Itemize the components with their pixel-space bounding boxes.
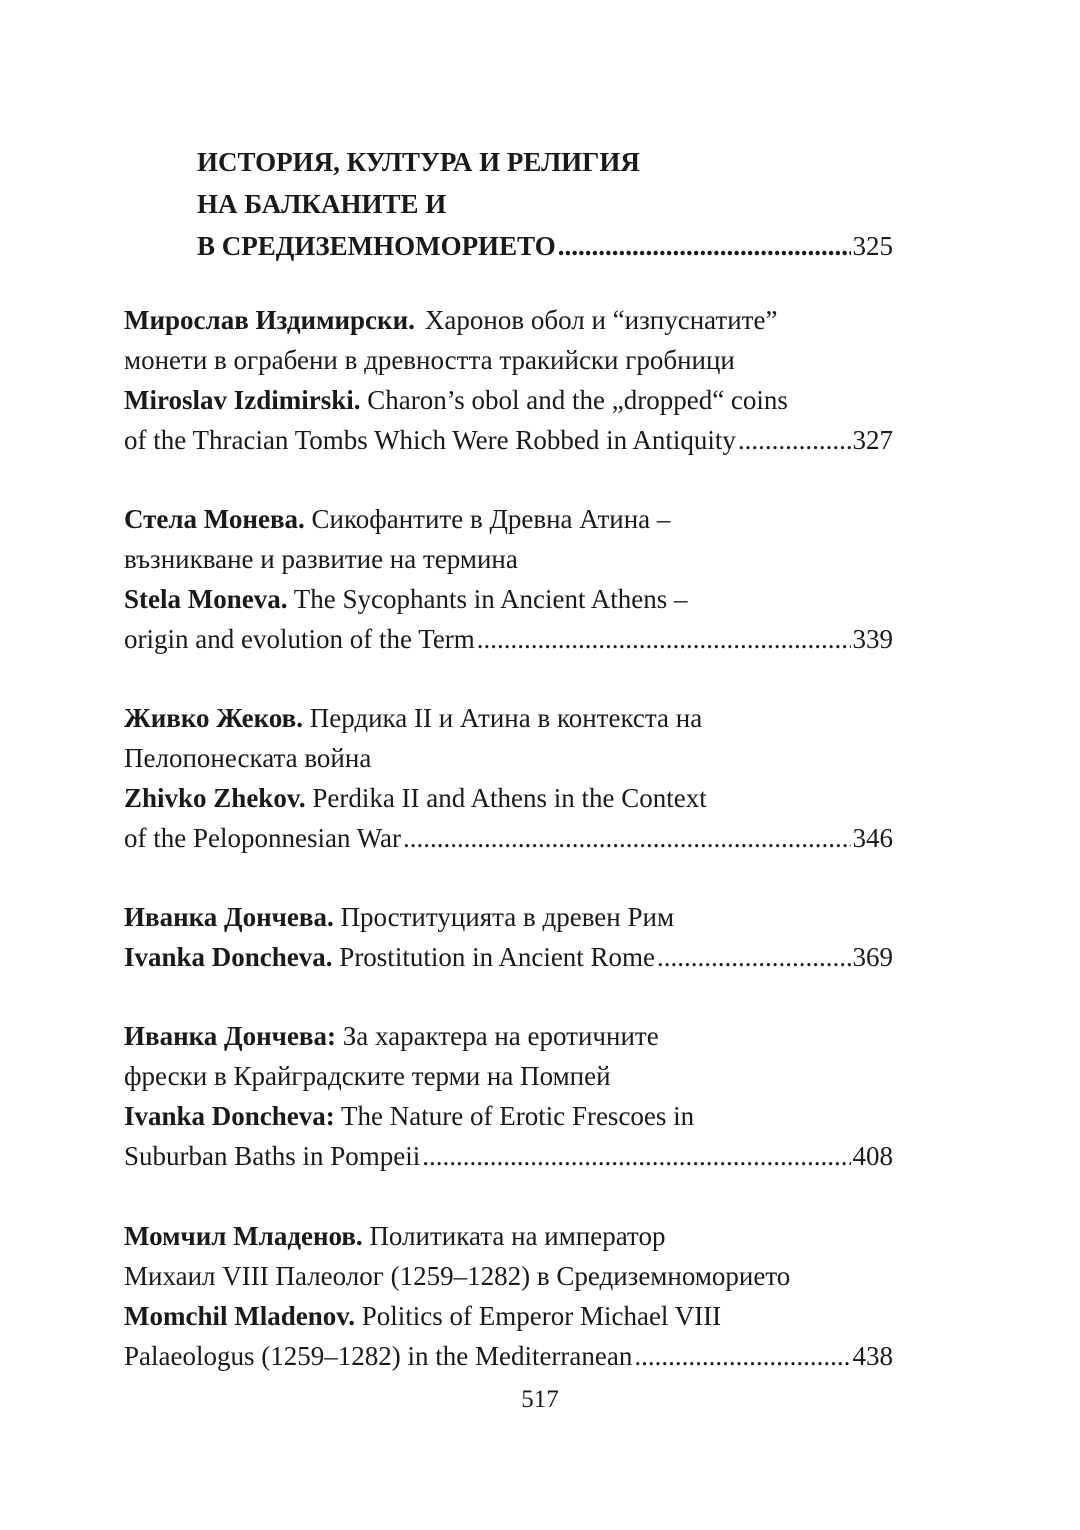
section-title-line-2: НА БАЛКАНИТЕ И [197, 189, 447, 219]
entry-en-line-1 [124, 937, 893, 977]
entry-bg-line-1 [124, 698, 893, 738]
leader-dots [634, 1336, 850, 1376]
leader-dots [422, 1136, 850, 1176]
section-title-text: В СРЕДИЗЕМНОМОРИЕТО [197, 231, 556, 261]
leader-dots [657, 937, 850, 977]
section-title-line-1: ИСТОРИЯ, КУЛТУРА И РЕЛИГИЯ [197, 147, 640, 177]
en-title-part-2: origin and evolution of the Term [124, 624, 475, 654]
en-title-part-2: of the Peloponnesian War [124, 823, 402, 853]
toc-entry [124, 300, 893, 460]
bg-author: Стела Монева. [124, 504, 305, 534]
section-title-line-3 [197, 225, 893, 267]
bg-title-part-2: Пелопонеската война [124, 743, 372, 773]
en-author: Zhivko Zhekov. [124, 783, 306, 813]
bg-title-part-1: Пердика II и Атина в контекста на [309, 703, 703, 733]
entry-bg-line-1 [124, 1216, 893, 1256]
bg-author: Живко Жеков. [124, 703, 303, 733]
en-author: Stela Moneva. [124, 584, 288, 614]
bg-author: Иванка Дончева: [124, 1021, 336, 1051]
bg-title-part-1: Сикофантите в Древна Атина – [311, 504, 671, 534]
entry-en-line-2 [124, 1336, 893, 1376]
en-author: Momchil Mladenov. [124, 1301, 355, 1331]
leader-dots [738, 420, 851, 460]
entry-en-line-1 [124, 1296, 893, 1336]
leader-dots [477, 619, 851, 659]
bg-title-part-2: фрески в Крайградските терми на Помпей [124, 1061, 611, 1091]
entry-en-line-1 [124, 1096, 893, 1136]
entry-page-ref: 346 [852, 823, 893, 853]
en-title-line [124, 937, 655, 977]
bg-author: Мирослав Издимирски. [124, 305, 415, 335]
bg-title-part-1: Харонов обол и “изпуснатите” [424, 305, 778, 335]
en-title-part-1: The Nature of Erotic Frescoes in [341, 1101, 695, 1131]
en-title-part-2: Suburban Baths in Pompeii [124, 1141, 421, 1171]
entry-page-ref: 327 [852, 425, 893, 455]
bg-title-part-1: Политиката на император [369, 1221, 666, 1251]
bg-author: Иванка Дончева. [124, 902, 334, 932]
en-title-part-1: The Sycophants in Ancient Athens – [293, 584, 688, 614]
entry-bg-line-1 [124, 499, 893, 539]
bg-title-part-2: монети в ограбени в древността тракийски гробници [124, 345, 735, 375]
entry-en-line-2 [124, 619, 893, 659]
toc-entry [124, 499, 893, 659]
en-author: Ivanka Doncheva: [124, 1101, 335, 1131]
entry-page-ref: 339 [852, 624, 893, 654]
entry-page-ref: 369 [852, 942, 893, 972]
entry-bg-line-1 [124, 300, 893, 340]
entry-en-line-2 [124, 1136, 893, 1176]
toc-entry [124, 698, 893, 858]
entry-page-ref: 408 [852, 1141, 893, 1171]
leader-dots [558, 225, 851, 267]
entry-bg-line-1 [124, 1016, 893, 1056]
en-title-part-2: of the Thracian Tombs Which Were Robbed in Antiquity [124, 425, 736, 455]
en-title-part-1: Charon’s obol and the „dropped“ coins [367, 385, 788, 415]
toc-entry [124, 897, 893, 977]
en-title-part-1: Perdika II and Athens in the Context [312, 783, 707, 813]
leader-dots [403, 818, 850, 858]
toc-entry [124, 1216, 893, 1376]
section-page-ref: 325 [852, 231, 893, 261]
bg-title-part-1: За характера на еротичните [342, 1021, 659, 1051]
toc-entry [124, 1016, 893, 1176]
section-heading [197, 141, 893, 267]
bg-title-part-2: Михаил VIII Палеолог (1259–1282) в Средиземноморието [124, 1261, 791, 1291]
en-author: Miroslav Izdimirski. [124, 385, 361, 415]
entry-en-line-1 [124, 380, 893, 420]
en-title-part-2: Palaeologus (1259–1282) in the Mediterranean [124, 1341, 633, 1371]
entry-page-ref: 438 [852, 1341, 893, 1371]
en-title-part-1: Prostitution in Ancient Rome [339, 942, 656, 972]
bg-title-part-2: възникване и развитие на термина [124, 544, 518, 574]
entry-en-line-1 [124, 778, 893, 818]
bg-author: Момчил Младенов. [124, 1221, 363, 1251]
en-author: Ivanka Doncheva. [124, 942, 333, 972]
en-title-part-1: Politics of Emperor Michael VIII [361, 1301, 722, 1331]
entry-en-line-2 [124, 818, 893, 858]
page-number: 517 [521, 1386, 559, 1413]
entry-bg-line-1 [124, 897, 893, 937]
entry-en-line-1 [124, 579, 893, 619]
entry-en-line-2 [124, 420, 893, 460]
bg-title-part-1: Проституцията в древен Рим [340, 902, 675, 932]
